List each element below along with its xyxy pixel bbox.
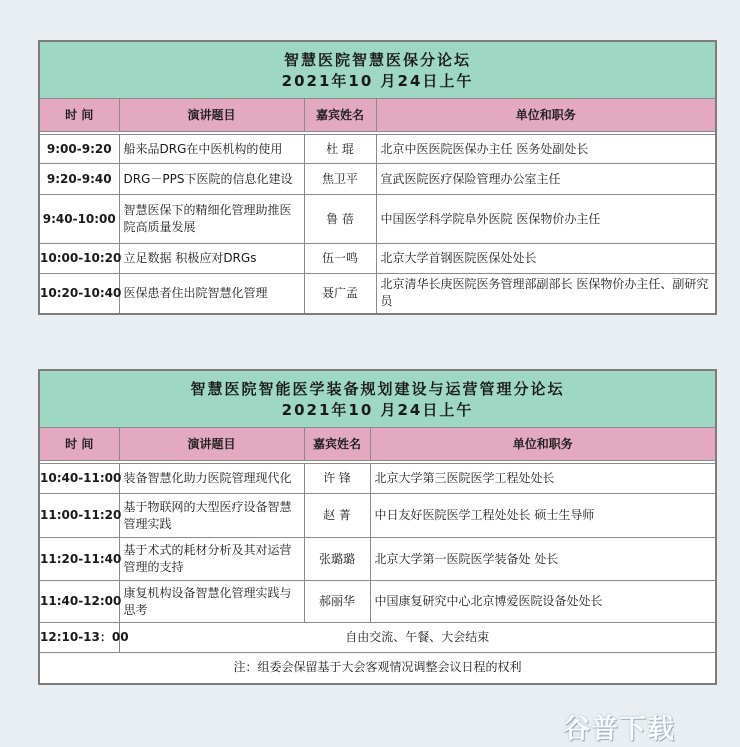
speaker-cell: 伍一鸣 bbox=[304, 244, 376, 274]
table-row bbox=[39, 464, 716, 494]
topic-cell: DRG－PPS下医院的信息化建设 bbox=[119, 164, 304, 195]
time-cell: 9:20-9:40 bbox=[39, 164, 119, 195]
topic-cell: 船来品DRG在中医机构的使用 bbox=[119, 135, 304, 164]
speaker-cell: 鲁 蓓 bbox=[304, 195, 376, 244]
header-time: 时 间 bbox=[39, 428, 119, 461]
time-cell: 9:00-9:20 bbox=[39, 135, 119, 164]
time-cell: 10:40-11:00 bbox=[39, 464, 119, 494]
table-row bbox=[39, 135, 716, 164]
header-topic: 演讲题目 bbox=[119, 428, 304, 461]
unit-cell: 中国医学科学院阜外医院 医保物价办主任 bbox=[376, 195, 716, 244]
topic-cell: 医保患者住出院智慧化管理 bbox=[119, 274, 304, 314]
unit-cell: 北京大学第三医院医学工程处处长 bbox=[370, 464, 716, 494]
header-unit: 单位和职务 bbox=[370, 428, 716, 461]
closing-time-cell: 12:10-13：00 bbox=[39, 623, 119, 653]
forum1-header-row bbox=[39, 99, 716, 132]
table-row bbox=[39, 274, 716, 314]
speaker-cell: 赵 菁 bbox=[304, 494, 370, 538]
topic-cell: 基于术式的耗材分析及其对运营管理的支持 bbox=[119, 538, 304, 581]
unit-cell: 北京大学第一医院医学装备处 处长 bbox=[370, 538, 716, 581]
forum1-schedule-table bbox=[38, 40, 717, 315]
time-cell: 10:00-10:20 bbox=[39, 244, 119, 274]
speaker-cell: 张璐璐 bbox=[304, 538, 370, 581]
speaker-cell: 许 锋 bbox=[304, 464, 370, 494]
topic-cell: 装备智慧化助力医院管理现代化 bbox=[119, 464, 304, 494]
forum2-schedule-table bbox=[38, 369, 717, 685]
schedule-note: 注：组委会保留基于大会客观情况调整会议日程的权利 bbox=[39, 653, 716, 684]
table-row bbox=[39, 195, 716, 244]
forum2-title-banner bbox=[39, 370, 716, 428]
time-cell: 10:20-10:40 bbox=[39, 274, 119, 314]
unit-cell: 北京中医医院医保办主任 医务处副处长 bbox=[376, 135, 716, 164]
time-cell: 9:40-10:00 bbox=[39, 195, 119, 244]
time-cell: 11:40-12:00 bbox=[39, 581, 119, 623]
forum1-title: 智慧医院智慧医保分论坛 bbox=[284, 51, 472, 69]
header-topic: 演讲题目 bbox=[119, 99, 304, 132]
note-row bbox=[39, 653, 716, 684]
time-cell: 11:20-11:40 bbox=[39, 538, 119, 581]
table-row bbox=[39, 494, 716, 538]
forum2-date: 2021年10 月24日上午 bbox=[281, 401, 474, 419]
header-speaker: 嘉宾姓名 bbox=[304, 99, 376, 132]
header-time: 时 间 bbox=[39, 99, 119, 132]
forum2-title: 智慧医院智能医学装备规划建设与运营管理分论坛 bbox=[190, 380, 565, 398]
header-unit: 单位和职务 bbox=[376, 99, 716, 132]
unit-cell: 宣武医院医疗保险管理办公室主任 bbox=[376, 164, 716, 195]
unit-cell: 中日友好医院医学工程处处长 硕士生导师 bbox=[370, 494, 716, 538]
speaker-cell: 焦卫平 bbox=[304, 164, 376, 195]
forum1-date: 2021年10 月24日上午 bbox=[281, 72, 474, 90]
closing-text-cell: 自由交流、午餐、大会结束 bbox=[119, 623, 716, 653]
table-row bbox=[39, 244, 716, 274]
speaker-cell: 杜 琨 bbox=[304, 135, 376, 164]
unit-cell: 中国康复研究中心北京博爱医院设备处处长 bbox=[370, 581, 716, 623]
unit-cell: 北京大学首钢医院医保处处长 bbox=[376, 244, 716, 274]
forum1-title-row bbox=[39, 41, 716, 99]
forum2-header-row bbox=[39, 428, 716, 461]
forum1-title-banner bbox=[39, 41, 716, 99]
speaker-cell: 聂广孟 bbox=[304, 274, 376, 314]
header-speaker: 嘉宾姓名 bbox=[304, 428, 370, 461]
speaker-cell: 郝丽华 bbox=[304, 581, 370, 623]
topic-cell: 智慧医保下的精细化管理助推医院高质量发展 bbox=[119, 195, 304, 244]
site-watermark-logo: 谷普下载 bbox=[563, 714, 675, 745]
time-cell: 11:00-11:20 bbox=[39, 494, 119, 538]
forum2-title-row bbox=[39, 370, 716, 428]
topic-cell: 康复机构设备智慧化管理实践与思考 bbox=[119, 581, 304, 623]
closing-row bbox=[39, 623, 716, 653]
table-row bbox=[39, 164, 716, 195]
table-row bbox=[39, 581, 716, 623]
table-row bbox=[39, 538, 716, 581]
topic-cell: 立足数据 积极应对DRGs bbox=[119, 244, 304, 274]
unit-cell: 北京清华长庚医院医务管理部副部长 医保物价办主任、副研究员 bbox=[376, 274, 716, 314]
topic-cell: 基于物联网的大型医疗设备智慧管理实践 bbox=[119, 494, 304, 538]
